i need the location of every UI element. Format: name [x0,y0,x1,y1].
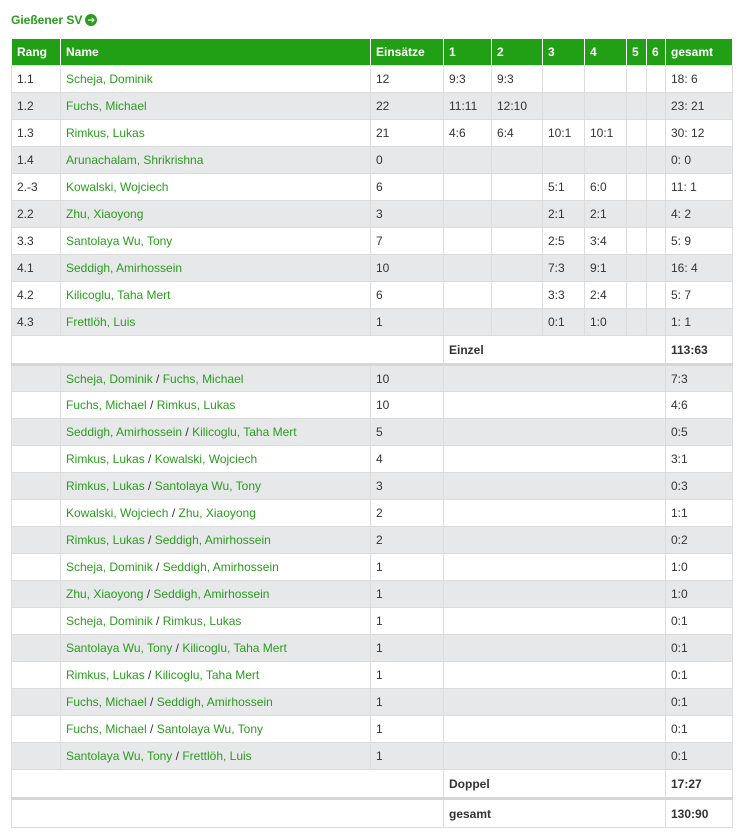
einsaetze-cell: 5 [371,419,444,446]
name-cell [61,147,371,174]
empty-cell [444,473,666,500]
name-cell [61,201,371,228]
einsaetze-cell: 1 [371,635,444,662]
player-link[interactable]: Rimkus, Lukas [162,614,242,628]
gesamt-cell: 0:3 [666,473,733,500]
player-link[interactable]: Kowalski, Wojciech [66,506,169,520]
position-score-cell: 0:1 [543,309,585,336]
empty-cell [444,527,666,554]
player-link[interactable]: Scheja, Dominik [66,614,153,628]
gesamt-cell: 5: 7 [666,282,733,309]
player-link[interactable]: Rimkus, Lukas [66,668,145,682]
rang-cell [12,716,61,743]
table-row [12,120,733,147]
pair-cell [61,554,371,581]
pair-separator: / [146,398,157,412]
table-row [12,228,733,255]
rang-cell: 1.2 [12,93,61,120]
position-score-cell [543,147,585,174]
table-row [12,282,733,309]
gesamt-cell: 11: 1 [666,174,733,201]
position-score-cell: 4:6 [444,120,492,147]
gesamt-cell: 0:5 [666,419,733,446]
einsaetze-cell: 1 [371,581,444,608]
position-score-cell [492,228,543,255]
table-header-row [12,39,733,66]
gesamt-cell: 23: 21 [666,93,733,120]
pair-separator: / [182,425,193,439]
rang-cell [12,635,61,662]
position-score-cell [444,255,492,282]
player-link[interactable]: Fuchs, Michael [66,695,147,709]
rang-cell [12,608,61,635]
summary-label: Doppel [444,770,666,799]
position-score-cell: 5:1 [543,174,585,201]
empty-cell [444,608,666,635]
column-header-name: Name [61,39,371,66]
empty-cell [444,581,666,608]
einsaetze-cell: 1 [371,716,444,743]
table-row [12,147,733,174]
arrow-right-circle-icon[interactable]: ➔ [85,14,97,26]
rang-cell: 1.3 [12,120,61,147]
player-link[interactable]: Seddigh, Amirhossein [153,587,270,601]
einsaetze-cell: 10 [371,365,444,392]
position-score-cell [444,201,492,228]
pair-cell [61,473,371,500]
player-link[interactable]: Kilicoglu, Taha Mert [182,641,287,655]
gesamt-cell: 0:1 [666,608,733,635]
summary-value: 17:27 [666,770,733,799]
player-stats-table [11,38,733,828]
empty-cell [444,365,666,392]
pair-separator: / [146,695,157,709]
player-link[interactable]: Santolaya Wu, Tony [154,479,262,493]
pair-separator: / [146,722,157,736]
position-score-cell [585,93,627,120]
player-link[interactable]: Scheja, Dominik [66,560,153,574]
gesamt-cell: 1:1 [666,500,733,527]
rang-cell [12,500,61,527]
position-score-cell [627,228,647,255]
gesamt-cell: 0:1 [666,635,733,662]
summary-spacer [12,770,444,799]
player-link[interactable]: Santolaya Wu, Tony [66,749,173,763]
player-link[interactable]: Arunachalam, Shrikrishna [66,153,204,167]
position-score-cell [492,255,543,282]
position-score-cell [647,147,666,174]
einzel-summary-row [12,336,733,365]
player-link[interactable]: Zhu, Xiaoyong [66,207,144,221]
gesamt-cell: 4: 2 [666,201,733,228]
pair-cell [61,365,371,392]
empty-cell [444,743,666,770]
position-score-cell: 9:3 [492,66,543,93]
player-link[interactable]: Zhu, Xiaoyong [178,506,256,520]
position-score-cell [492,201,543,228]
einsaetze-cell: 10 [371,255,444,282]
rang-cell [12,689,61,716]
table-row [12,527,733,554]
player-link[interactable]: Scheja, Dominik [66,72,153,86]
player-link[interactable]: Kowalski, Wojciech [66,180,169,194]
position-score-cell [647,228,666,255]
player-link[interactable]: Seddigh, Amirhossein [156,695,273,709]
club-title-link[interactable] [11,13,97,27]
rang-cell [12,527,61,554]
column-header-gesamt: gesamt [666,39,733,66]
pair-cell [61,743,371,770]
pair-separator: / [144,533,155,547]
player-link[interactable]: Santolaya Wu, Tony [66,234,173,248]
column-header-6: 6 [647,39,666,66]
einsaetze-cell: 2 [371,500,444,527]
position-score-cell [627,282,647,309]
position-score-cell [647,282,666,309]
player-link[interactable]: Rimkus, Lukas [66,126,145,140]
player-link[interactable]: Fuchs, Michael [66,722,147,736]
summary-label: gesamt [444,799,666,828]
empty-cell [444,662,666,689]
position-score-cell [627,147,647,174]
einsaetze-cell: 10 [371,392,444,419]
pair-cell [61,500,371,527]
player-link[interactable]: Seddigh, Amirhossein [162,560,279,574]
position-score-cell [585,147,627,174]
position-score-cell [444,309,492,336]
position-score-cell: 9:3 [444,66,492,93]
einsaetze-cell: 6 [371,282,444,309]
player-link[interactable]: Fuchs, Michael [162,371,244,386]
pair-cell [61,419,371,446]
position-score-cell: 3:3 [543,282,585,309]
position-score-cell [585,66,627,93]
column-header-3: 3 [543,39,585,66]
player-link[interactable]: Rimkus, Lukas [66,479,145,493]
position-score-cell: 6:4 [492,120,543,147]
column-header-4: 4 [585,39,627,66]
player-link[interactable]: Kilicoglu, Taha Mert [154,668,260,682]
player-link[interactable]: Santolaya Wu, Tony [156,722,264,736]
pair-cell [61,608,371,635]
rang-cell: 4.3 [12,309,61,336]
einsaetze-cell: 1 [371,608,444,635]
table-row [12,743,733,770]
column-header-einsaetze: Einsätze [371,39,444,66]
player-link[interactable]: Frettlöh, Luis [66,315,136,329]
rang-cell: 4.1 [12,255,61,282]
einsaetze-cell: 0 [371,147,444,174]
table-row [12,473,733,500]
doppel-summary-row [12,770,733,799]
position-score-cell [543,66,585,93]
position-score-cell [647,201,666,228]
gesamt-cell: 7:3 [666,365,733,392]
pair-cell [61,716,371,743]
rang-cell: 1.1 [12,66,61,93]
player-link[interactable]: Kilicoglu, Taha Mert [66,288,171,302]
position-score-cell [647,120,666,147]
position-score-cell: 10:1 [543,120,585,147]
player-link[interactable]: Seddigh, Amirhossein [154,533,271,547]
total-summary-row [12,799,733,828]
position-score-cell [627,174,647,201]
position-score-cell [492,309,543,336]
einsaetze-cell: 3 [371,201,444,228]
gesamt-cell: 4:6 [666,392,733,419]
table-row [12,419,733,446]
rang-cell: 1.4 [12,147,61,174]
table-row [12,66,733,93]
einsaetze-cell: 6 [371,174,444,201]
player-link[interactable]: Scheja, Dominik [66,371,153,386]
pair-separator: / [144,452,155,466]
position-score-cell: 3:4 [585,228,627,255]
table-row [12,201,733,228]
rang-cell [12,446,61,473]
table-row [12,635,733,662]
table-row [12,716,733,743]
pair-separator: / [152,371,163,386]
name-cell [61,174,371,201]
pair-cell [61,392,371,419]
position-score-cell [627,201,647,228]
empty-cell [444,716,666,743]
player-link[interactable]: Zhu, Xiaoyong [66,587,144,601]
player-link[interactable]: Santolaya Wu, Tony [66,641,173,655]
name-cell [61,66,371,93]
summary-value: 113:63 [666,336,733,365]
rang-cell [12,392,61,419]
pair-separator: / [172,641,183,655]
pair-cell [61,527,371,554]
position-score-cell [647,309,666,336]
position-score-cell: 6:0 [585,174,627,201]
einsaetze-cell: 21 [371,120,444,147]
position-score-cell [627,66,647,93]
table-row [12,608,733,635]
table-row [12,93,733,120]
pair-cell [61,635,371,662]
einsaetze-cell: 1 [371,554,444,581]
gesamt-cell: 0: 0 [666,147,733,174]
column-header-5: 5 [627,39,647,66]
name-cell [61,282,371,309]
position-score-cell [492,282,543,309]
pair-separator: / [144,479,155,493]
empty-cell [444,689,666,716]
gesamt-cell: 1: 1 [666,309,733,336]
table-row [12,392,733,419]
name-cell [61,255,371,282]
pair-separator: / [152,614,163,628]
empty-cell [444,419,666,446]
gesamt-cell: 1:0 [666,581,733,608]
position-score-cell [492,174,543,201]
table-row [12,446,733,473]
position-score-cell [647,66,666,93]
position-score-cell: 2:5 [543,228,585,255]
position-score-cell: 2:1 [543,201,585,228]
position-score-cell [647,93,666,120]
rang-cell: 2.-3 [12,174,61,201]
position-score-cell [627,255,647,282]
einsaetze-cell: 1 [371,743,444,770]
empty-cell [444,392,666,419]
summary-spacer [12,336,444,365]
rang-cell [12,473,61,500]
einsaetze-cell: 1 [371,689,444,716]
position-score-cell [647,255,666,282]
table-row [12,255,733,282]
summary-spacer [12,799,444,828]
column-header-2: 2 [492,39,543,66]
pair-separator: / [172,749,183,763]
player-link[interactable]: Frettlöh, Luis [182,749,252,763]
rang-cell [12,581,61,608]
column-header-1: 1 [444,39,492,66]
empty-cell [444,446,666,473]
position-score-cell: 2:1 [585,201,627,228]
position-score-cell [492,147,543,174]
pair-cell [61,581,371,608]
rang-cell [12,662,61,689]
einsaetze-cell: 12 [371,66,444,93]
name-cell [61,93,371,120]
summary-label: Einzel [444,336,666,365]
pair-separator: / [143,587,154,601]
player-link[interactable]: Kowalski, Wojciech [154,452,258,466]
position-score-cell: 11:11 [444,93,492,120]
position-score-cell: 2:4 [585,282,627,309]
table-row [12,309,733,336]
position-score-cell [543,93,585,120]
empty-cell [444,554,666,581]
player-link[interactable]: Rimkus, Lukas [66,533,145,547]
gesamt-cell: 0:1 [666,743,733,770]
position-score-cell: 7:3 [543,255,585,282]
position-score-cell: 1:0 [585,309,627,336]
name-cell [61,120,371,147]
table-row [12,500,733,527]
gesamt-cell: 5: 9 [666,228,733,255]
player-link[interactable]: Rimkus, Lukas [156,398,236,412]
gesamt-cell: 30: 12 [666,120,733,147]
position-score-cell [444,174,492,201]
position-score-cell: 9:1 [585,255,627,282]
einsaetze-cell: 2 [371,527,444,554]
pair-cell [61,689,371,716]
position-score-cell [627,120,647,147]
player-link[interactable]: Fuchs, Michael [66,99,147,113]
gesamt-cell: 3:1 [666,446,733,473]
rang-cell: 2.2 [12,201,61,228]
table-row [12,662,733,689]
pair-cell [61,662,371,689]
empty-cell [444,500,666,527]
position-score-cell [627,309,647,336]
position-score-cell [627,93,647,120]
position-score-cell [444,147,492,174]
rang-cell [12,743,61,770]
table-row [12,689,733,716]
pair-cell [61,446,371,473]
table-row [12,554,733,581]
rang-cell [12,419,61,446]
pair-separator: / [168,506,179,520]
player-link[interactable]: Kilicoglu, Taha Mert [192,425,297,439]
gesamt-cell: 18: 6 [666,66,733,93]
table-row [12,174,733,201]
einsaetze-cell: 7 [371,228,444,255]
position-score-cell: 10:1 [585,120,627,147]
einsaetze-cell: 4 [371,446,444,473]
gesamt-cell: 0:1 [666,689,733,716]
name-cell [61,309,371,336]
einsaetze-cell: 1 [371,662,444,689]
summary-value: 130:90 [666,799,733,828]
einsaetze-cell: 1 [371,309,444,336]
player-link[interactable]: Seddigh, Amirhossein [66,261,183,275]
position-score-cell: 12:10 [492,93,543,120]
einsaetze-cell: 3 [371,473,444,500]
rang-cell [12,554,61,581]
player-link[interactable]: Fuchs, Michael [66,398,147,412]
rang-cell [12,365,61,392]
player-link[interactable]: Seddigh, Amirhossein [66,425,183,439]
position-score-cell [444,228,492,255]
table-row [12,581,733,608]
empty-cell [444,635,666,662]
gesamt-cell: 0:1 [666,716,733,743]
rang-cell: 4.2 [12,282,61,309]
position-score-cell [444,282,492,309]
gesamt-cell: 0:1 [666,662,733,689]
column-header-rang: Rang [12,39,61,66]
einsaetze-cell: 22 [371,93,444,120]
rang-cell: 3.3 [12,228,61,255]
gesamt-cell: 1:0 [666,554,733,581]
player-link[interactable]: Rimkus, Lukas [66,452,145,466]
club-name[interactable]: Gießener SV [11,13,83,27]
table-body [12,66,733,828]
position-score-cell [647,174,666,201]
name-cell [61,228,371,255]
pair-separator: / [152,560,163,574]
table-row [12,365,733,392]
gesamt-cell: 0:2 [666,527,733,554]
gesamt-cell: 16: 4 [666,255,733,282]
pair-separator: / [144,668,155,682]
